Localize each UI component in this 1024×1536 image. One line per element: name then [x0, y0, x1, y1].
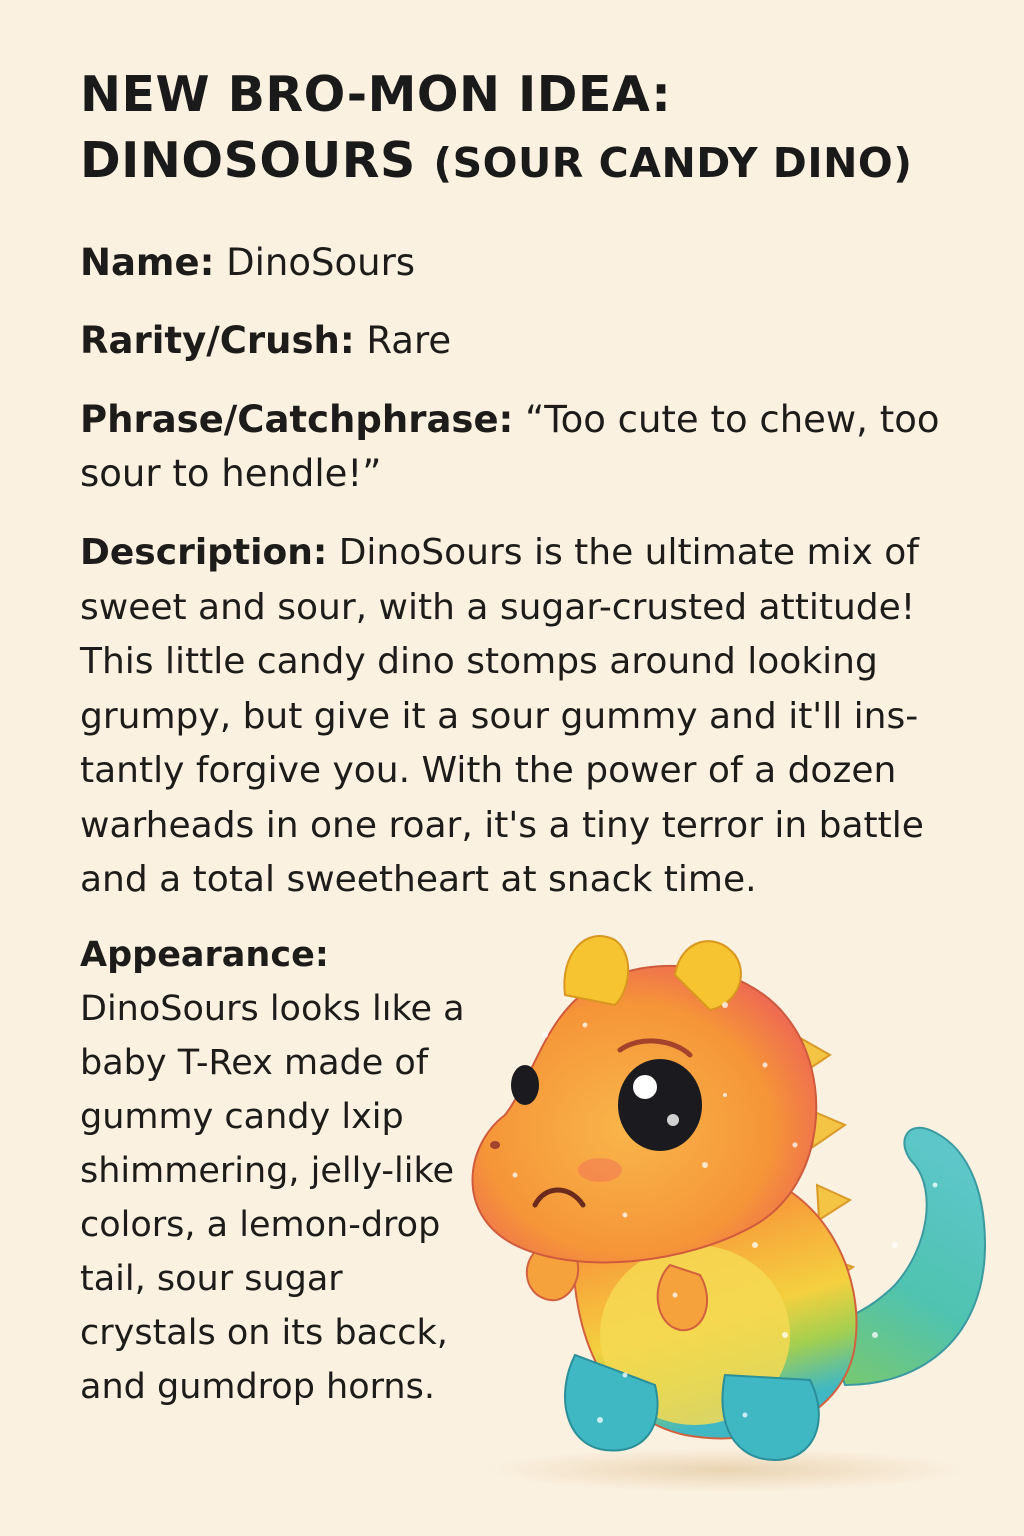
title-line-2: DINOSOURS	[80, 132, 416, 189]
appearance-value: DinoSours looks lıke a baby T-Rex made of gummy candy lxip shimmering, jelly-like colors, a lemon-drop tail, sour sugar crystals on its bacck, and gumdrop horns.	[80, 989, 465, 1407]
ground-shadow	[485, 1448, 965, 1492]
eye-icon	[618, 1059, 702, 1151]
rarity-value: Rare	[366, 319, 452, 362]
title-line-1: NEW BRO-MON IDEA:	[80, 66, 672, 123]
left-eye-icon	[511, 1065, 539, 1105]
title-subtitle: (SOUR CANDY DINO)	[433, 139, 913, 187]
page-title	[80, 62, 1000, 196]
nostril-icon	[490, 1141, 500, 1149]
catchphrase-label: Phrase/Catchphrase:	[80, 398, 514, 441]
catchphrase-value: “Too cute to chew, too sour to hendle!”	[80, 398, 940, 495]
name-field	[80, 236, 415, 290]
appearance-label: Appearance:	[80, 935, 329, 975]
name-value: DinoSours	[226, 241, 416, 284]
name-label: Name:	[80, 241, 215, 284]
dinosaur-illustration	[425, 915, 1024, 1515]
description-field	[80, 526, 1000, 908]
description-value: DinoSours is the ultimate mix of sweet and sour, with a sugar-crusted attitude! This little candy dino stomps around looking grumpy, but give it a sour gummy and it'll ins-tantly forgive you. With the power of a dozen warheads in one roar, it's a tiny terror in battle and a total sweetheart at snack time.	[80, 532, 924, 900]
rarity-label: Rarity/Crush:	[80, 319, 355, 362]
rarity-field	[80, 314, 451, 368]
cheek-blush	[578, 1158, 622, 1182]
catchphrase-field	[80, 393, 960, 501]
description-label: Description:	[80, 532, 328, 573]
appearance-field	[80, 928, 470, 1414]
